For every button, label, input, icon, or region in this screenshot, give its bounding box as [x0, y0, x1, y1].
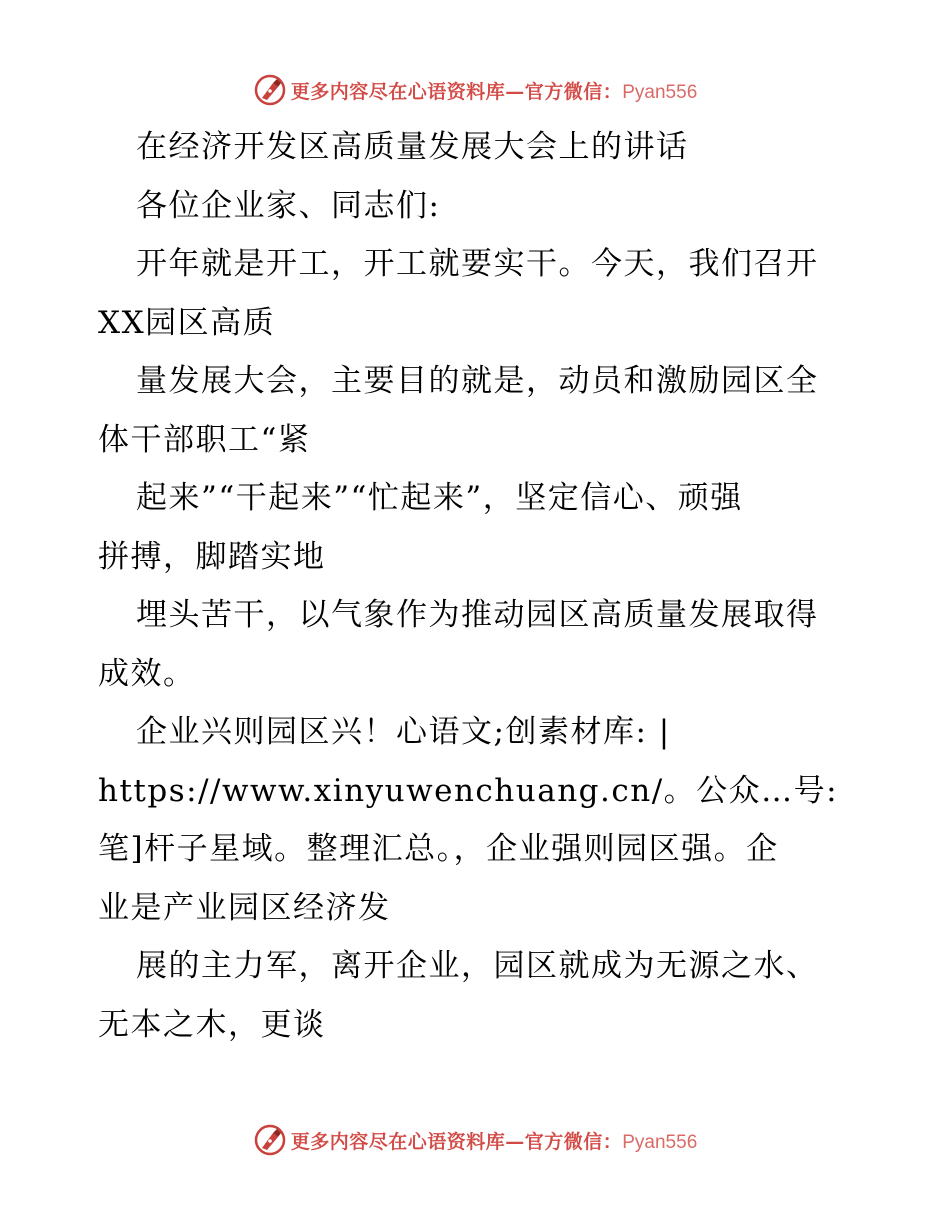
document-text-line: 体干部职工“紧 [98, 421, 311, 458]
document-text-line: https://www.xinyuwenchuang.cn/。公众…号: [98, 772, 839, 809]
footer-watermark-banner [0, 1120, 950, 1160]
document-text-line: XX园区高质 [98, 304, 276, 341]
document-text-line: 展的主力军，离开企业，园区就成为无源之水、 [136, 948, 819, 984]
document-text-line: 业是产业园区经济发 [98, 889, 391, 926]
document-text-line: 开年就是开工，开工就要实干。今天，我们召开 [136, 246, 819, 282]
document-text-line: 各位企业家、同志们: [136, 187, 441, 224]
document-text-line: 无本之木，更谈 [98, 1006, 326, 1043]
document-text-line: 企业兴则园区兴！心语文;创素材库: | [136, 714, 671, 750]
document-body [98, 118, 858, 1054]
header-watermark-banner [0, 70, 950, 110]
document-text-line: 成效。 [98, 655, 196, 692]
pen-nib-logo-icon [253, 73, 287, 107]
document-text-line: 拼搏，脚踏实地 [98, 538, 326, 575]
document-text-line: 起来”“干起来”“忙起来”，坚定信心、顽强 [136, 480, 743, 516]
document-text-line: 笔]杆子星域。整理汇总。，企业强则园区强。企 [98, 831, 779, 867]
document-text-line: 埋头苦干，以气象作为推动园区高质量发展取得 [136, 597, 819, 633]
watermark-text: 更多内容尽在心语资料库—官方微信：Pyan556 [290, 80, 698, 103]
watermark-wechat-handle: Pyan556 [622, 81, 698, 103]
watermark-wechat-handle: Pyan556 [622, 1131, 698, 1153]
pen-nib-logo-icon [253, 1123, 287, 1157]
document-text-line: 量发展大会，主要目的就是，动员和激励园区全 [136, 363, 819, 399]
watermark-text: 更多内容尽在心语资料库—官方微信：Pyan556 [290, 1130, 698, 1153]
document-title-line: 在经济开发区高质量发展大会上的讲话 [136, 129, 689, 165]
